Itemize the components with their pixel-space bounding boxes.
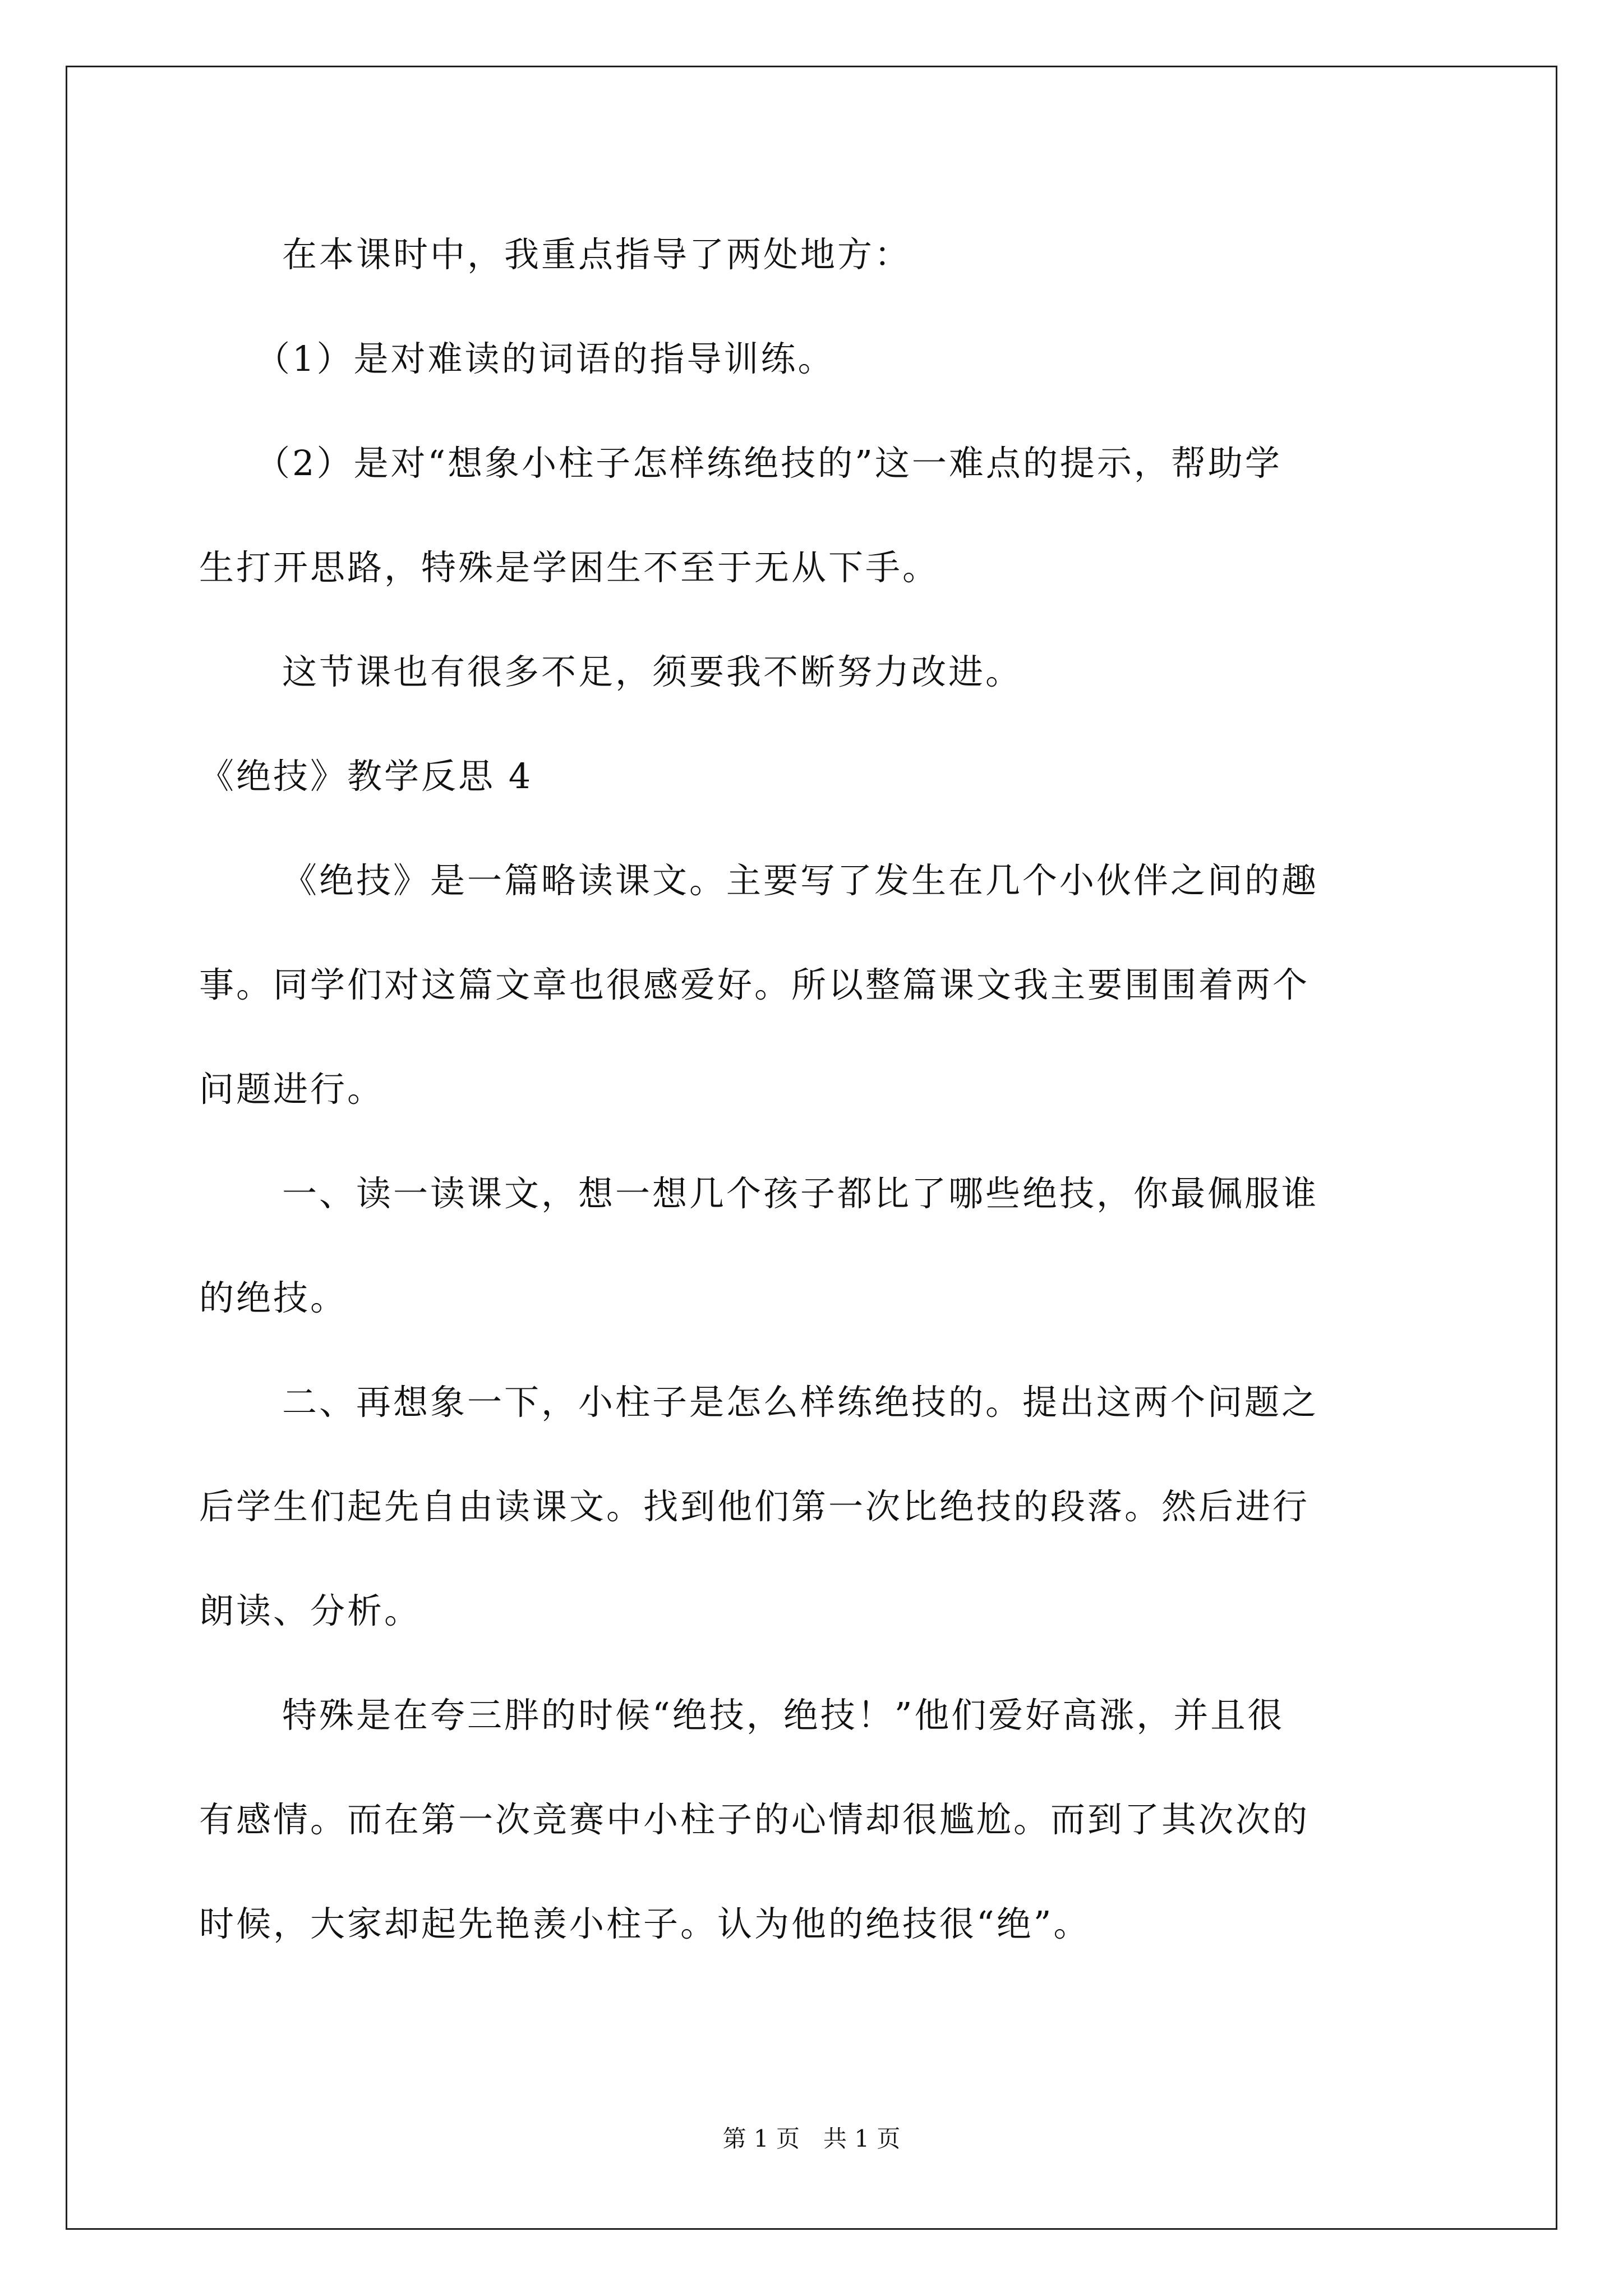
paragraph-line: 问题进行。 — [199, 1069, 385, 1110]
paragraph-line: 后学生们起先自由读课文。找到他们第一次比绝技的段落。然后进行 — [199, 1486, 1310, 1527]
paragraph-line: 事。同学们对这篇文章也很感爱好。所以整篇课文我主要围围着两个 — [199, 964, 1310, 1005]
paragraph-line: 有感情。而在第一次竞赛中小柱子的心情却很尴尬。而到了其次次的 — [199, 1799, 1310, 1840]
section-heading: 《绝技》教学反思 4 — [199, 756, 533, 797]
paragraph-line: 这节课也有很多不足，须要我不断努力改进。 — [282, 651, 1023, 692]
paragraph-line: 特殊是在夸三胖的时候“绝技，绝技！”他们爱好高涨，并且很 — [282, 1695, 1285, 1736]
paragraph-line: 在本课时中，我重点指导了两处地方： — [282, 234, 912, 275]
paragraph-line: 的绝技。 — [199, 1277, 348, 1318]
paragraph-line: 二、再想象一下，小柱子是怎么样练绝技的。提出这两个问题之 — [282, 1382, 1319, 1423]
paragraph-line: 生打开思路，特殊是学困生不至于无从下手。 — [199, 547, 940, 588]
paragraph-line: 时候，大家却起先艳羡小柱子。认为他的绝技很“绝”。 — [199, 1903, 1091, 1944]
paragraph-line: 《绝技》是一篇略读课文。主要写了发生在几个小伙伴之间的趣 — [282, 860, 1319, 901]
paragraph-line: 一、读一读课文，想一想几个孩子都比了哪些绝技，你最佩服谁 — [282, 1173, 1319, 1214]
paragraph-line: （1）是对难读的词语的指导训练。 — [255, 338, 835, 379]
paragraph-line: 朗读、分析。 — [199, 1590, 422, 1631]
page-footer: 第 1 页 共 1 页 — [722, 2125, 901, 2152]
paragraph-line: （2）是对“想象小柱子怎样练绝技的”这一难点的提示，帮助学 — [255, 443, 1282, 484]
